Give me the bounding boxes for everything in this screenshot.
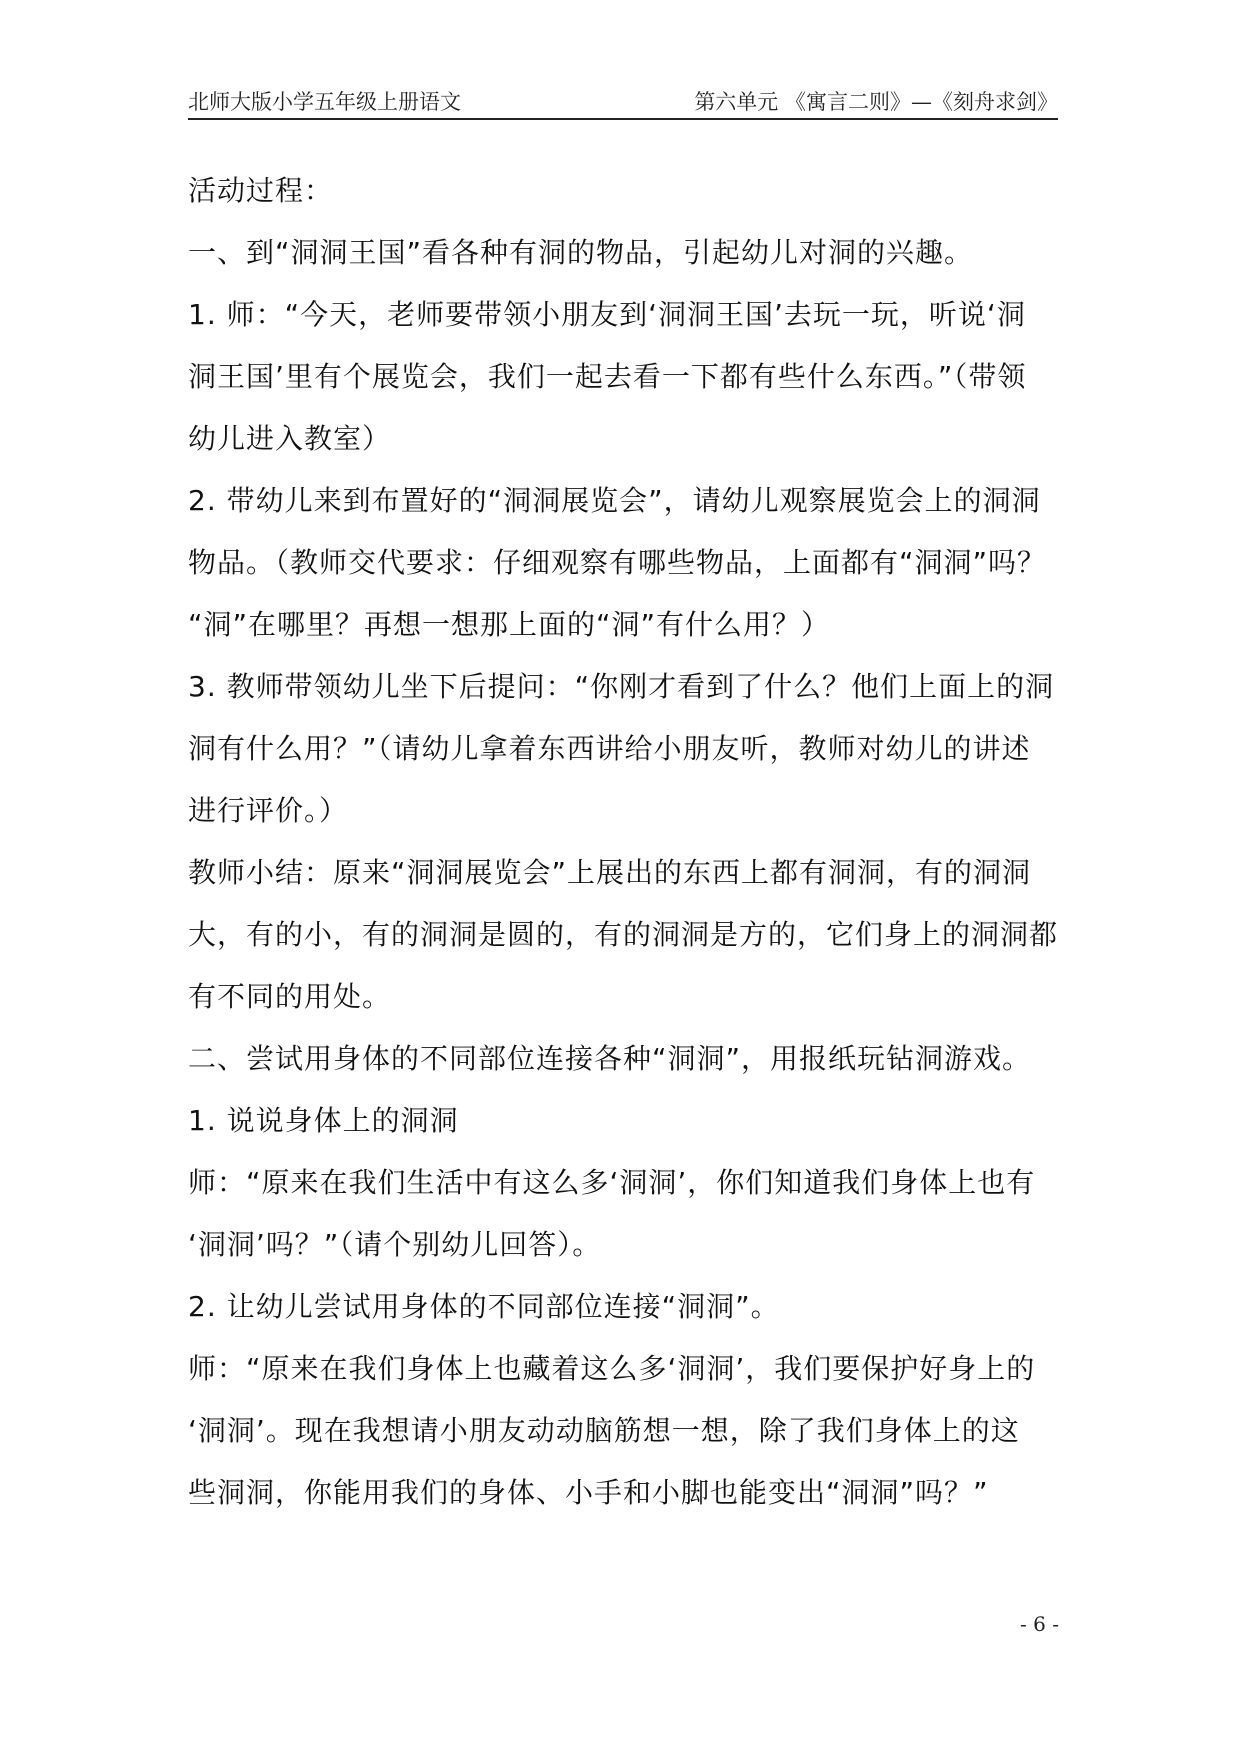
text-line: 师：“原来在我们生活中有这么多‘洞洞’，你们知道我们身体上也有: [188, 1166, 1036, 1199]
document-body: [188, 160, 1058, 1524]
page-header: [188, 84, 1058, 120]
text-line: 些洞洞，你能用我们的身体、小手和小脚也能变出“洞洞”吗？”: [188, 1476, 989, 1509]
text-line: 1. 师：“今天，老师要带领小朋友到‘洞洞王国’去玩一玩，听说‘洞: [188, 298, 1026, 331]
text-line: 3. 教师带领幼儿坐下后提问：“你刚才看到了什么？他们上面上的洞: [188, 670, 1055, 703]
text-line: 洞王国’里有个展览会，我们一起去看一下都有些什么东西。”（带领: [188, 360, 1027, 393]
page-number: - 6 -: [1020, 1612, 1059, 1636]
section-heading-part-two: 二、尝试用身体的不同部位连接各种“洞洞”，用报纸玩钻洞游戏。: [188, 1042, 1032, 1075]
text-line: 师：“原来在我们身体上也藏着这么多‘洞洞’，我们要保护好身上的: [188, 1352, 1036, 1385]
header-unit-title: 第六单元 《寓言二则》—《刻舟求剑》: [694, 90, 1058, 114]
text-line: 2. 带幼儿来到布置好的“洞洞展览会”，请幼儿观察展览会上的洞洞: [188, 484, 1041, 517]
text-line: ‘洞洞’。现在我想请小朋友动动脑筋想一想，除了我们身体上的这: [188, 1414, 1020, 1447]
text-line: 2. 让幼儿尝试用身体的不同部位连接“洞洞”。: [188, 1290, 780, 1323]
text-line: 教师小结：原来“洞洞展览会”上展出的东西上都有洞洞，有的洞洞: [188, 856, 1032, 889]
text-line: 有不同的用处。: [188, 980, 392, 1013]
section-heading-part-one: 一、到“洞洞王国”看各种有洞的物品，引起幼儿对洞的兴趣。: [188, 236, 974, 269]
text-line: “洞”在哪里？再想一想那上面的“洞”有什么用？）: [188, 608, 831, 641]
text-line: 幼儿进入教室）: [188, 422, 392, 455]
text-line: 物品。（教师交代要求：仔细观察有哪些物品，上面都有“洞洞”吗？: [188, 546, 1047, 579]
header-book-title: 北师大版小学五年级上册语文: [188, 90, 461, 114]
section-heading-activity-process: 活动过程：: [188, 174, 334, 207]
text-line: ‘洞洞’吗？”（请个别幼儿回答）。: [188, 1228, 602, 1261]
text-line: 进行评价。）: [188, 794, 349, 827]
text-line: 大，有的小，有的洞洞是圆的，有的洞洞是方的，它们身上的洞洞都: [188, 918, 1059, 951]
text-line: 洞有什么用？”（请幼儿拿着东西讲给小朋友听，教师对幼儿的讲述: [188, 732, 1031, 765]
text-line: 1. 说说身体上的洞洞: [188, 1104, 459, 1137]
